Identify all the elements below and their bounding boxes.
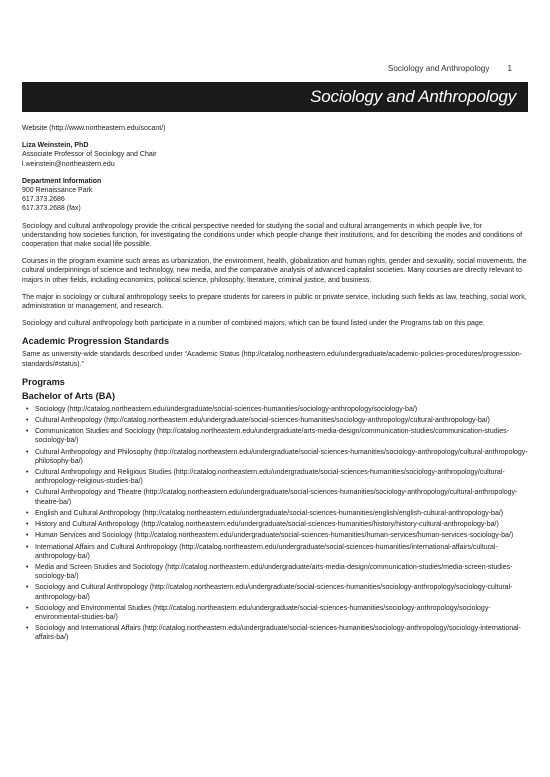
list-item[interactable]: • English and Cultural Anthropology (http://catalog.northeastern.edu/undergraduate/social-sciences-humanities/english/english-cultural-anthropology-ba/) <box>22 509 528 518</box>
list-item[interactable]: • Sociology and International Affairs (http://catalog.northeastern.edu/undergraduate/social-sciences-humanities/sociology-anthropology/sociology-international-affairs-ba/) <box>22 624 528 642</box>
list-item[interactable]: • Human Services and Sociology (http://catalog.northeastern.edu/undergraduate/social-sciences-humanities/human-services/human-services-sociology-ba/) <box>22 531 528 540</box>
list-item[interactable]: • Cultural Anthropology (http://catalog.northeastern.edu/undergraduate/social-sciences-humanities/sociology-anthropology/cultural-anthropology-ba/) <box>22 416 528 425</box>
intro-paragraph-2: Courses in the program examine such areas as urbanization, the environment, health, globalization and human rights, gender and sexuality, social movements, the cultural underpinnings of science and technology, new media, and the comparative analysis of advanced capitalist societies. Many courses are directly relevant to majors in other fields, including economics, political science, philosophy, literature, criminal justice, and business. <box>22 258 527 284</box>
department-phone: 617.373.2686 <box>22 196 65 204</box>
website-link[interactable]: Website (http://www.northeastern.edu/socant/) <box>22 125 166 132</box>
list-item[interactable]: • History and Cultural Anthropology (http://catalog.northeastern.edu/undergraduate/social-sciences-humanities/history/history-cultural-anthropology-ba/) <box>22 520 528 529</box>
title-bar <box>22 82 528 112</box>
intro-paragraph-1: Sociology and cultural anthropology provide the critical perspective needed for studying the social and cultural arrangements in which people live, for understanding how societies function, for investigating the conditions under which people change their institutions, and for describing the modes and conditions of cooperation that make social life possible. <box>22 222 523 249</box>
running-header <box>388 64 512 73</box>
page-title: Sociology and Anthropology <box>310 87 516 106</box>
program-list <box>22 405 528 643</box>
list-item[interactable]: • Sociology (http://catalog.northeastern.edu/undergraduate/social-sciences-humanities/sociology-anthropology/sociology-ba/) <box>22 405 528 414</box>
ba-subheading: Bachelor of Arts (BA) <box>22 390 116 401</box>
contact-position: Associate Professor of Sociology and Chair <box>22 151 157 159</box>
list-item[interactable]: • Sociology and Environmental Studies (http://catalog.northeastern.edu/undergraduate/social-sciences-humanities/sociology-anthropology/sociology-environmental-studies-ba/) <box>22 604 528 622</box>
intro-paragraph-4: Sociology and cultural anthropology both participate in a number of combined majors, which can be found listed under the Programs tab on this page. <box>22 320 485 328</box>
department-address: 900 Renaissance Park <box>22 187 93 195</box>
list-item[interactable]: • Communication Studies and Sociology (http://catalog.northeastern.edu/undergraduate/arts-media-design/communication-studies/communication-studies-sociology-ba/) <box>22 427 528 445</box>
department-block <box>22 177 528 214</box>
list-item[interactable]: • Sociology and Cultural Anthropology (http://catalog.northeastern.edu/undergraduate/social-sciences-humanities/sociology-anthropology/sociology-cultural-anthropology-ba/) <box>22 583 528 601</box>
contact-block <box>22 141 528 169</box>
list-item[interactable]: • Cultural Anthropology and Theatre (http://catalog.northeastern.edu/undergraduate/social-sciences-humanities/sociology-anthropology/cultural-anthropology-theatre-ba/) <box>22 488 528 506</box>
running-title: Sociology and Anthropology <box>387 64 490 73</box>
page-number: 1 <box>507 64 512 73</box>
standards-heading: Academic Progression Standards <box>22 336 170 347</box>
intro-paragraph-3: The major in sociology or cultural anthropology seeks to prepare students for careers in public or private service, including such fields as law, teaching, social work, administration or management, and research. <box>22 293 527 311</box>
page-content <box>22 124 528 645</box>
contact-name: Liza Weinstein, PhD <box>22 142 89 150</box>
contact-email[interactable]: l.weinstein@northeastern.edu <box>22 160 115 168</box>
department-fax: 617.373.2688 (fax) <box>22 205 81 213</box>
standards-text[interactable]: Same as university-wide standards described under “Academic Status (http://catalog.northeastern.edu/undergraduate/academic-policies-procedures/progression-standards/#status).” <box>22 351 522 368</box>
programs-heading: Programs <box>22 376 65 387</box>
list-item[interactable]: • International Affairs and Cultural Anthropology (http://catalog.northeastern.edu/undergraduate/social-sciences-humanities/international-affairs/cultural-anthropology-ba/) <box>22 543 528 561</box>
list-item[interactable]: • Cultural Anthropology and Philosophy (http://catalog.northeastern.edu/undergraduate/social-sciences-humanities/sociology-anthropology/cultural-anthropology-philosophy-ba/) <box>22 448 528 466</box>
list-item[interactable]: • Media and Screen Studies and Sociology (http://catalog.northeastern.edu/undergraduate/arts-media-design/communication-studies/media-screen-studies-sociology-ba/) <box>22 563 528 581</box>
department-heading: Department Information <box>22 177 102 185</box>
list-item[interactable]: • Cultural Anthropology and Religious Studies (http://catalog.northeastern.edu/undergraduate/social-sciences-humanities/sociology-anthropology/cultural-anthropology-religious-studies-ba/) <box>22 468 528 486</box>
